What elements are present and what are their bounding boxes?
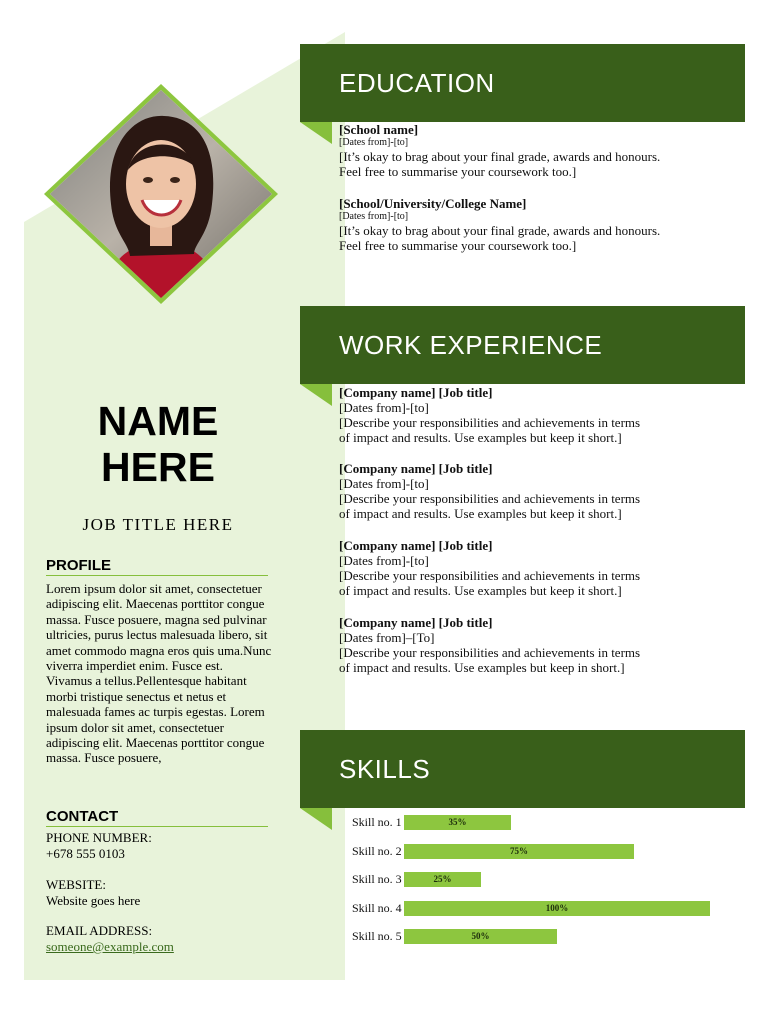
job-entry-dates: [Dates from]–[To] [339, 630, 435, 645]
phone-label: PHONE NUMBER: [46, 830, 152, 845]
banner-fold-icon [300, 384, 332, 406]
skill-percent: 100% [545, 903, 569, 913]
job-entry-title: [Company name] [Job title] [339, 538, 493, 553]
name-line-1: NAME [97, 398, 219, 444]
job-title: JOB TITLE HERE [82, 515, 234, 534]
education-title: EDUCATION [339, 68, 495, 98]
name-line-2: HERE [101, 444, 215, 490]
education-desc-line: [It’s okay to brag about your final grade, awards and honours. [339, 149, 661, 164]
skill-bar [404, 844, 634, 859]
education-entry [339, 122, 719, 179]
school-name: [School/University/College Name] [339, 196, 527, 211]
job-entry-title: [Company name] [Job title] [339, 615, 493, 630]
candidate-name [24, 398, 292, 490]
skill-label: Skill no. 3 [352, 872, 402, 886]
banner-fold-icon [300, 122, 332, 144]
email-label: EMAIL ADDRESS: [46, 923, 153, 938]
education-entry [339, 196, 719, 253]
work-entry [339, 538, 719, 598]
job-entry-desc-line: of impact and results. Use examples but keep it short.] [339, 506, 622, 521]
skill-label: Skill no. 2 [352, 844, 402, 858]
skill-percent: 50% [471, 931, 490, 941]
job-entry-desc-line: [Describe your responsibilities and achievements in terms [339, 645, 641, 660]
profile-heading: PROFILE [46, 557, 268, 576]
education-banner [300, 44, 745, 122]
job-entry-desc-line: [Describe your responsibilities and achievements in terms [339, 491, 641, 506]
email-block [46, 923, 286, 955]
job-entry-dates: [Dates from]-[to] [339, 476, 429, 491]
skill-percent: 75% [510, 846, 528, 856]
job-entry-desc-line: of impact and results. Use examples but keep it short.] [339, 583, 622, 598]
education-desc-line: [It’s okay to brag about your final grade, awards and honours. [339, 223, 661, 238]
work-title: WORK EXPERIENCE [339, 330, 603, 360]
job-entry-desc-line: [Describe your responsibilities and achievements in terms [339, 568, 641, 583]
education-dates: [Dates from]-[to] [339, 137, 409, 148]
email-link[interactable]: someone@example.com [46, 939, 174, 954]
work-banner [300, 306, 745, 384]
skill-label: Skill no. 1 [352, 815, 402, 829]
job-entry-desc-line: [Describe your responsibilities and achievements in terms [339, 415, 641, 430]
work-entry [339, 385, 719, 445]
profile-photo [44, 84, 278, 304]
skill-bar [404, 815, 511, 830]
education-dates: [Dates from]-[to] [339, 211, 409, 222]
job-entry-dates: [Dates from]-[to] [339, 553, 429, 568]
job-entry-dates: [Dates from]-[to] [339, 400, 429, 415]
skill-bar [404, 872, 481, 887]
skill-bar [404, 929, 557, 944]
school-name: [School name] [339, 122, 419, 137]
job-entry-desc-line: of impact and results. Use examples but keep it short.] [339, 430, 622, 445]
skill-label: Skill no. 5 [352, 929, 402, 943]
banner-fold-icon [300, 808, 332, 830]
skill-percent: 35% [448, 817, 467, 827]
skill-label: Skill no. 4 [352, 901, 402, 915]
education-desc-line: Feel free to summarise your coursework too.] [339, 164, 577, 179]
profile-text: Lorem ipsum dolor sit amet, consectetuer adipiscing elit. Maecenas porttitor congue massa. Fusce posuere, magna sed pulvinar ultricies, purus lectus malesuada libero, sit amet commodo magna eros quis uma.Nunc viverra imperdiet enim. Fusce est. Vivamus a tellus.Pellentesque habitant morbi tristique senectus et netus et malesuada fames ac turpis egestas. Lorem ipsum dolor sit amet, consectetuer adipiscing elit. Maecenas porttitor congue massa. Fusce posuere, [46, 581, 272, 766]
phone-block [46, 830, 286, 862]
skill-percent: 25% [433, 874, 452, 884]
education-desc-line: Feel free to summarise your coursework too.] [339, 238, 577, 253]
job-entry-desc-line: of impact and results. Use examples but keep in short.] [339, 660, 625, 675]
job-entry-title: [Company name] [Job title] [339, 385, 493, 400]
job-entry-title: [Company name] [Job title] [339, 461, 493, 476]
website-block [46, 877, 286, 909]
contact-heading: CONTACT [46, 808, 268, 827]
phone-value: +678 555 0103 [46, 846, 125, 861]
work-entry [339, 461, 719, 521]
skill-bar [404, 901, 710, 916]
work-entry [339, 615, 719, 675]
skills-banner [300, 730, 745, 808]
skills-title: SKILLS [339, 754, 431, 784]
portrait-photo-icon [44, 84, 278, 304]
website-value: Website goes here [46, 893, 141, 908]
website-label: WEBSITE: [46, 877, 106, 892]
